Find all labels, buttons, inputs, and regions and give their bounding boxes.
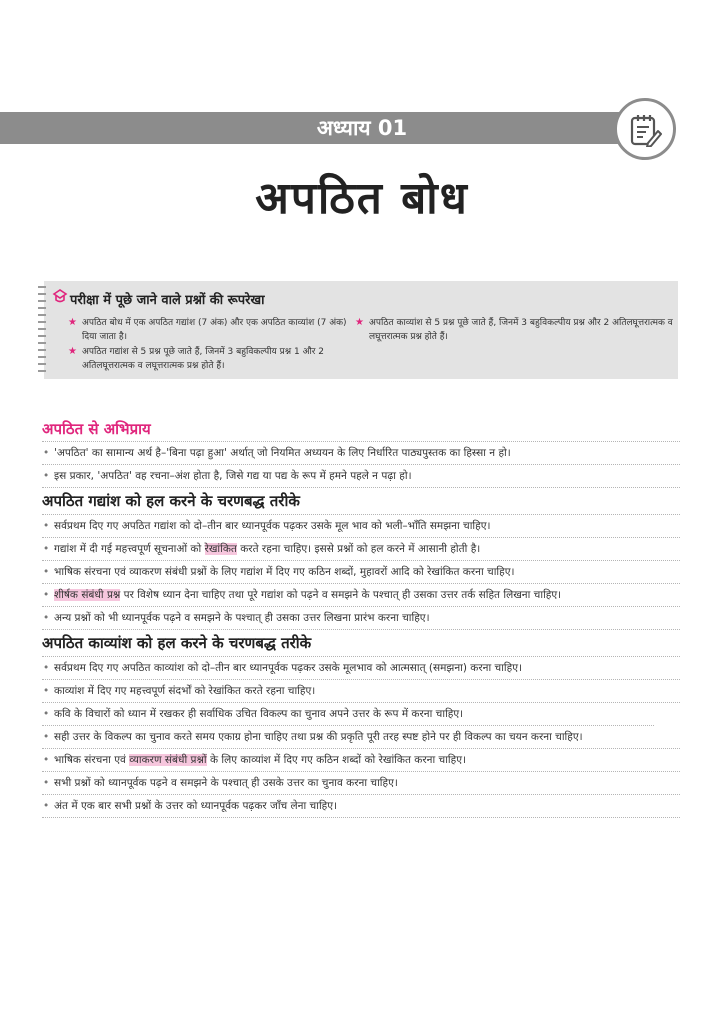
star-icon: ★ (68, 317, 77, 328)
page-title: अपठित बोध (255, 173, 469, 224)
list-item: • अन्य प्रश्नों को भी ध्यानपूर्वक पढ़ने व समझने के पश्चात् ही उसका उत्तर लिखना प्रारंभ करना चाहिए। (42, 606, 680, 630)
outline-item: ★ अपठित गद्यांश से 5 प्रश्न पूछे जाते हैं, जिनमें 3 बहुविकल्पीय प्रश्न 1 और 2 अतिलघूत्तरात्मक व लघूत्तरात्मक प्रश्न होते हैं। (68, 346, 325, 371)
list-item: • गद्यांश में दी गई महत्त्वपूर्ण सूचनाओं को रेखांकित करते रहना चाहिए। इससे प्रश्नों को हल करने में आसानी होती है। (42, 537, 680, 560)
highlight: रेखांकित (204, 543, 237, 555)
spiral-binding (38, 286, 46, 376)
list-item: • भाषिक संरचना एवं व्याकरण संबंधी प्रश्नों के लिए गद्यांश में दिए गए कठिन शब्दों, मुहावरों आदि को रेखांकित करना चाहिए। (42, 560, 680, 583)
highlight: शीर्षक संबंधी प्रश्न (54, 589, 121, 601)
meaning-list (42, 441, 680, 488)
poetry-steps-list (42, 656, 680, 818)
list-item: • भाषिक संरचना एवं व्याकरण संबंधी प्रश्नों के लिए काव्यांश में दिए गए कठिन शब्दों को रेखांकित करना चाहिए। (42, 748, 680, 771)
outline-item: ★ अपठित बोध में एक अपठित गद्यांश (7 अंक) और एक अपठित काव्यांश (7 अंक) दिया जाता है। (68, 317, 347, 342)
notepad-pencil-icon (630, 113, 662, 147)
section-title-prose-steps: अपठित गद्यांश को हल करने के चरणबद्ध तरीके (42, 492, 300, 510)
star-icon: ★ (355, 317, 364, 328)
list-item: • काव्यांश में दिए गए महत्त्वपूर्ण संदर्भों को रेखांकित करते रहना चाहिए। (42, 679, 680, 702)
highlight: व्याकरण संबंधी प्रश्नों (129, 754, 207, 766)
list-item: • अंत में एक बार सभी प्रश्नों के उत्तर को ध्यानपूर्वक पढ़कर जाँच लेना चाहिए। (42, 794, 680, 818)
list-item: • सभी प्रश्नों को ध्यानपूर्वक पढ़ने व समझने के पश्चात् ही उसके उत्तर का चुनाव करना चाहिए। (42, 771, 680, 794)
list-item: • सर्वप्रथम दिए गए अपठित गद्यांश को दो–तीन बार ध्यानपूर्वक पढ़कर उसके मूल भाव को भली–भाँति समझना चाहिए। (42, 514, 680, 537)
chapter-icon (614, 98, 676, 160)
outline-item: ★ अपठित काव्यांश से 5 प्रश्न पूछे जाते हैं, जिनमें 3 बहुविकल्पीय प्रश्न और 2 अतिलघूत्तरात्मक व लघूत्तरात्मक प्रश्न होते हैं। (355, 317, 673, 342)
prose-steps-list (42, 514, 680, 630)
section-title-meaning: अपठित से अभिप्राय (42, 420, 151, 438)
chapter-label: अध्याय 01 (316, 116, 408, 140)
list-item: • कवि के विचारों को ध्यान में रखकर ही सर्वाधिक उचित विकल्प का चुनाव अपने उत्तर के रूप में करना चाहिए। (42, 702, 680, 725)
list-item: • इस प्रकार, 'अपठित' वह रचना–अंश होता है, जिसे गद्य या पद्य के रूप में हमने पहले न पढ़ा हो। (42, 464, 680, 488)
list-item: • शीर्षक संबंधी प्रश्न पर विशेष ध्यान देना चाहिए तथा पूरे गद्यांश को पढ़ने व समझने के पश्चात् ही उसका उत्तर तर्क सहित लिखना चाहिए। (42, 583, 680, 606)
list-item: • 'अपठित' का सामान्य अर्थ है–'बिना पढ़ा हुआ' अर्थात् जो नियमित अध्ययन के लिए निर्धारित पाठ्यपुस्तक का हिस्सा न हो। (42, 441, 680, 464)
list-item: • सही उत्तर के विकल्प का चुनाव करते समय एकाग्र होना चाहिए तथा प्रश्न की प्रकृति पूरी तरह स्पष्ट होने पर ही विकल्प का चयन करना चाहिए। (42, 725, 654, 748)
exam-cap-icon (52, 288, 68, 304)
section-title-poetry-steps: अपठित काव्यांश को हल करने के चरणबद्ध तरीके (42, 634, 312, 652)
exam-outline-heading: परीक्षा में पूछे जाने वाले प्रश्नों की रूपरेखा (70, 293, 265, 308)
star-icon: ★ (68, 346, 77, 357)
list-item: • सर्वप्रथम दिए गए अपठित काव्यांश को दो–तीन बार ध्यानपूर्वक पढ़कर उसके मूलभाव को आत्मसात् (समझना) करना चाहिए। (42, 656, 680, 679)
